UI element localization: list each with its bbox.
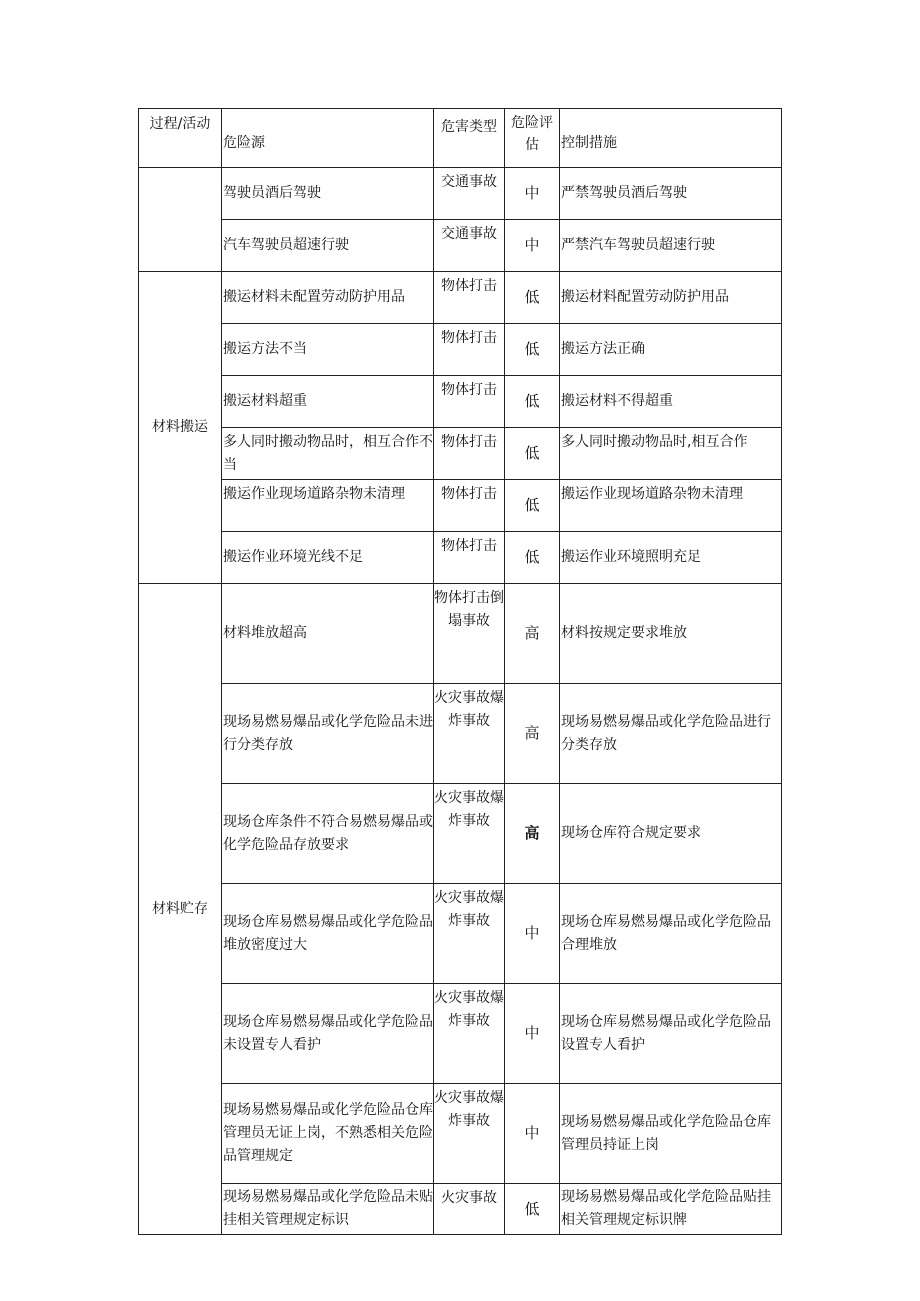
table-row	[139, 428, 782, 480]
control-cell: 搬运方法正确	[560, 324, 782, 376]
header-process: 过程/活动	[139, 109, 222, 168]
control-cell: 搬运作业环境照明充足	[560, 532, 782, 584]
table-row	[139, 884, 782, 984]
hazard-source-cell: 汽车驾驶员超速行驶	[222, 220, 434, 272]
header-control: 控制措施	[560, 109, 782, 168]
hazard-table	[138, 108, 782, 1235]
table-row	[139, 984, 782, 1084]
hazard-source-cell: 搬运作业现场道路杂物未清理	[222, 480, 434, 532]
table-row	[139, 584, 782, 684]
risk-level-cell: 高	[505, 784, 560, 884]
hazard-source-cell: 现场易燃易爆品或化学危险品未进行分类存放	[222, 684, 434, 784]
risk-level-cell: 高	[505, 684, 560, 784]
control-cell: 现场易燃易爆品或化学危险品贴挂相关管理规定标识牌	[560, 1184, 782, 1235]
harm-type-cell: 物体打击	[434, 480, 505, 532]
control-cell: 搬运作业现场道路杂物未清理	[560, 480, 782, 532]
hazard-source-cell: 搬运材料超重	[222, 376, 434, 428]
table-row	[139, 272, 782, 324]
hazard-source-cell: 材料堆放超高	[222, 584, 434, 684]
risk-level-cell: 中	[505, 884, 560, 984]
control-cell: 现场易燃易爆品或化学危险品仓库管理员持证上岗	[560, 1084, 782, 1184]
table-row	[139, 168, 782, 220]
risk-level-cell: 低	[505, 324, 560, 376]
hazard-source-cell: 搬运作业环境光线不足	[222, 532, 434, 584]
process-cell: 材料搬运	[139, 272, 222, 584]
control-cell: 现场仓库易燃易爆品或化学危险品设置专人看护	[560, 984, 782, 1084]
risk-level-cell: 低	[505, 272, 560, 324]
risk-level-cell: 低	[505, 480, 560, 532]
header-hazard-source: 危险源	[222, 109, 434, 168]
hazard-source-cell: 现场仓库易燃易爆品或化学危险品堆放密度过大	[222, 884, 434, 984]
harm-type-cell: 火灾事故爆炸事故	[434, 684, 505, 784]
harm-type-cell: 火灾事故爆炸事故	[434, 884, 505, 984]
harm-type-cell: 物体打击	[434, 376, 505, 428]
harm-type-cell: 火灾事故爆炸事故	[434, 1084, 505, 1184]
table-row	[139, 1184, 782, 1235]
hazard-source-cell: 搬运材料未配置劳动防护用品	[222, 272, 434, 324]
harm-type-cell: 交通事故	[434, 168, 505, 220]
risk-level-cell: 低	[505, 376, 560, 428]
hazard-source-cell: 驾驶员酒后驾驶	[222, 168, 434, 220]
hazard-source-cell: 现场仓库易燃易爆品或化学危险品未设置专人看护	[222, 984, 434, 1084]
table-row	[139, 376, 782, 428]
harm-type-cell: 火灾事故爆炸事故	[434, 984, 505, 1084]
harm-type-cell: 交通事故	[434, 220, 505, 272]
risk-level-cell: 中	[505, 1084, 560, 1184]
header-risk-level: 危险评估	[505, 109, 560, 168]
harm-type-cell: 火灾事故	[434, 1184, 505, 1235]
risk-level-cell: 中	[505, 220, 560, 272]
table-row	[139, 1084, 782, 1184]
hazard-source-cell: 搬运方法不当	[222, 324, 434, 376]
table-row	[139, 784, 782, 884]
control-cell: 多人同时搬动物品时,相互合作	[560, 428, 782, 480]
table-row	[139, 684, 782, 784]
table-row	[139, 324, 782, 376]
control-cell: 现场仓库符合规定要求	[560, 784, 782, 884]
risk-level-cell: 中	[505, 984, 560, 1084]
control-cell: 搬运材料配置劳动防护用品	[560, 272, 782, 324]
hazard-source-cell: 多人同时搬动物品时，相互合作不当	[222, 428, 434, 480]
harm-type-cell: 物体打击	[434, 428, 505, 480]
process-cell	[139, 168, 222, 272]
harm-type-cell: 物体打击	[434, 532, 505, 584]
control-cell: 材料按规定要求堆放	[560, 584, 782, 684]
risk-level-cell: 高	[505, 584, 560, 684]
control-cell: 严禁汽车驾驶员超速行驶	[560, 220, 782, 272]
risk-level-cell: 低	[505, 1184, 560, 1235]
control-cell: 现场易燃易爆品或化学危险品进行分类存放	[560, 684, 782, 784]
control-cell: 严禁驾驶员酒后驾驶	[560, 168, 782, 220]
risk-level-cell: 低	[505, 532, 560, 584]
risk-level-cell: 中	[505, 168, 560, 220]
harm-type-cell: 物体打击	[434, 272, 505, 324]
table-row	[139, 220, 782, 272]
harm-type-cell: 火灾事故爆炸事故	[434, 784, 505, 884]
table-row	[139, 480, 782, 532]
harm-type-cell: 物体打击	[434, 324, 505, 376]
risk-level-cell: 低	[505, 428, 560, 480]
hazard-source-cell: 现场易燃易爆品或化学危险品未贴挂相关管理规定标识	[222, 1184, 434, 1235]
control-cell: 搬运材料不得超重	[560, 376, 782, 428]
header-harm-type: 危害类型	[434, 109, 505, 168]
control-cell: 现场仓库易燃易爆品或化学危险品合理堆放	[560, 884, 782, 984]
hazard-source-cell: 现场易燃易爆品或化学危险品仓库管理员无证上岗，不熟悉相关危险品管理规定	[222, 1084, 434, 1184]
harm-type-cell: 物体打击倒塌事故	[434, 584, 505, 684]
process-cell: 材料贮存	[139, 584, 222, 1235]
hazard-source-cell: 现场仓库条件不符合易燃易爆品或化学危险品存放要求	[222, 784, 434, 884]
table-row	[139, 532, 782, 584]
header-row	[139, 109, 782, 168]
